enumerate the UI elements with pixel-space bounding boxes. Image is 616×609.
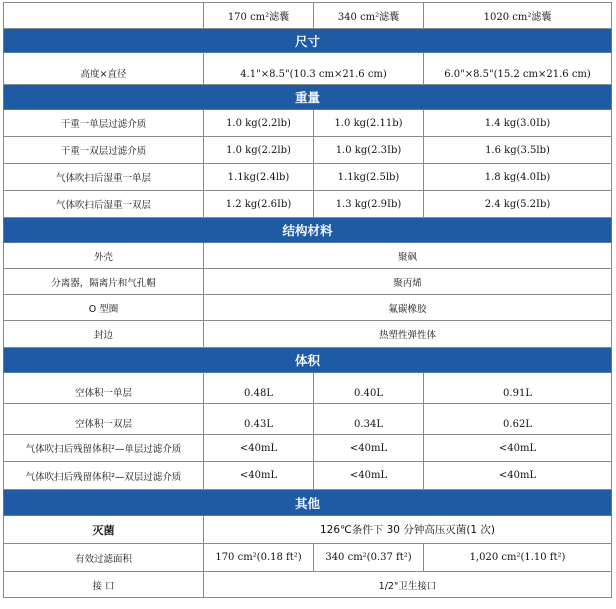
table-row xyxy=(4,137,612,164)
table-row xyxy=(4,373,612,404)
header-row xyxy=(4,3,612,29)
size-value-large: 6.0"×8.5"(15.2 cm×21.6 cm) xyxy=(424,53,612,85)
row-label: 空体积一双层 xyxy=(4,404,204,435)
sterilization-value: 126℃条件下 30 分钟高压灭菌(1 次) xyxy=(204,516,612,544)
connector-value: 1/2"卫生接口 xyxy=(204,572,612,598)
header-corner xyxy=(4,3,204,29)
table-row xyxy=(4,295,612,321)
header-170-capsule: 170 cm²滤囊 xyxy=(204,3,314,29)
table-row xyxy=(4,544,612,572)
section-weight xyxy=(4,85,612,110)
table-row xyxy=(4,53,612,85)
row-label: 封边 xyxy=(4,321,204,348)
table-row xyxy=(4,191,612,218)
row-label: 有效过滤面积 xyxy=(4,544,204,572)
cell-value: 1,020 cm²(1.10 ft²) xyxy=(424,544,612,572)
cell-value: <40mL xyxy=(424,462,612,490)
cell-value: 1.1kg(2.5lb) xyxy=(314,164,424,191)
table-row xyxy=(4,269,612,295)
row-label: O 型圈 xyxy=(4,295,204,321)
cell-value: 0.62L xyxy=(424,404,612,435)
cell-value: 1.6 kg(3.5lb) xyxy=(424,137,612,164)
cell-value: <40mL xyxy=(204,462,314,490)
cell-value: 0.40L xyxy=(314,373,424,404)
cell-value: 170 cm²(0.18 ft²) xyxy=(204,544,314,572)
cell-value: 0.34L xyxy=(314,404,424,435)
material-value: 热塑性弹性体 xyxy=(204,321,612,348)
section-other xyxy=(4,490,612,516)
cell-value: <40mL xyxy=(204,435,314,462)
table-row xyxy=(4,462,612,490)
cell-value: 2.4 kg(5.2Ib) xyxy=(424,191,612,218)
material-value: 聚砜 xyxy=(204,243,612,269)
header-1020-capsule: 1020 cm²滤囊 xyxy=(424,3,612,29)
cell-value: 1.0 kg(2.11b) xyxy=(314,110,424,137)
section-title: 体积 xyxy=(4,348,612,373)
section-volume xyxy=(4,348,612,373)
section-title: 尺寸 xyxy=(4,29,612,53)
table-row xyxy=(4,243,612,269)
cell-value: 1.4 kg(3.0Ib) xyxy=(424,110,612,137)
row-label: 气体吹扫后湿重一双层 xyxy=(4,191,204,218)
row-label: 外壳 xyxy=(4,243,204,269)
size-value-small: 4.1"×8.5"(10.3 cm×21.6 cm) xyxy=(204,53,424,85)
spec-table-container xyxy=(3,2,611,598)
table-row xyxy=(4,110,612,137)
row-label: 气体吹扫后残留体积²—双层过滤介质 xyxy=(4,462,204,490)
table-row xyxy=(4,516,612,544)
cell-value: 1.0 kg(2.3Ib) xyxy=(314,137,424,164)
row-label: 分离器，隔离片和气孔帽 xyxy=(4,269,204,295)
section-size xyxy=(4,29,612,53)
cell-value: 1.2 kg(2.6Ib) xyxy=(204,191,314,218)
table-row xyxy=(4,572,612,598)
cell-value: 340 cm²(0.37 ft²) xyxy=(314,544,424,572)
cell-value: 1.1kg(2.4lb) xyxy=(204,164,314,191)
row-label: 接 口 xyxy=(4,572,204,598)
cell-value: 1.0 kg(2.2lb) xyxy=(204,137,314,164)
table-row xyxy=(4,164,612,191)
material-value: 聚丙烯 xyxy=(204,269,612,295)
table-row xyxy=(4,321,612,348)
row-label: 干重一单层过滤介质 xyxy=(4,110,204,137)
cell-value: <40mL xyxy=(424,435,612,462)
row-label: 干重一双层过滤介质 xyxy=(4,137,204,164)
cell-value: 1.3 kg(2.9Ib) xyxy=(314,191,424,218)
section-title: 重量 xyxy=(4,85,612,110)
header-340-capsule: 340 cm²滤囊 xyxy=(314,3,424,29)
cell-value: 0.43L xyxy=(204,404,314,435)
cell-value: <40mL xyxy=(314,435,424,462)
row-label: 高度×直径 xyxy=(4,53,204,85)
cell-value: 0.48L xyxy=(204,373,314,404)
spec-table xyxy=(3,2,612,598)
material-value: 氟碳橡胶 xyxy=(204,295,612,321)
row-label: 空体积一单层 xyxy=(4,373,204,404)
table-row xyxy=(4,404,612,435)
row-label-sterilization: 灭菌 xyxy=(4,516,204,544)
cell-value: 0.91L xyxy=(424,373,612,404)
section-title: 结构材料 xyxy=(4,218,612,243)
table-row xyxy=(4,435,612,462)
cell-value: 1.0 kg(2.2lb) xyxy=(204,110,314,137)
section-title: 其他 xyxy=(4,490,612,516)
row-label: 气体吹扫后残留体积²—单层过滤介质 xyxy=(4,435,204,462)
row-label: 气体吹扫后湿重一单层 xyxy=(4,164,204,191)
cell-value: <40mL xyxy=(314,462,424,490)
section-materials xyxy=(4,218,612,243)
cell-value: 1.8 kg(4.0Ib) xyxy=(424,164,612,191)
